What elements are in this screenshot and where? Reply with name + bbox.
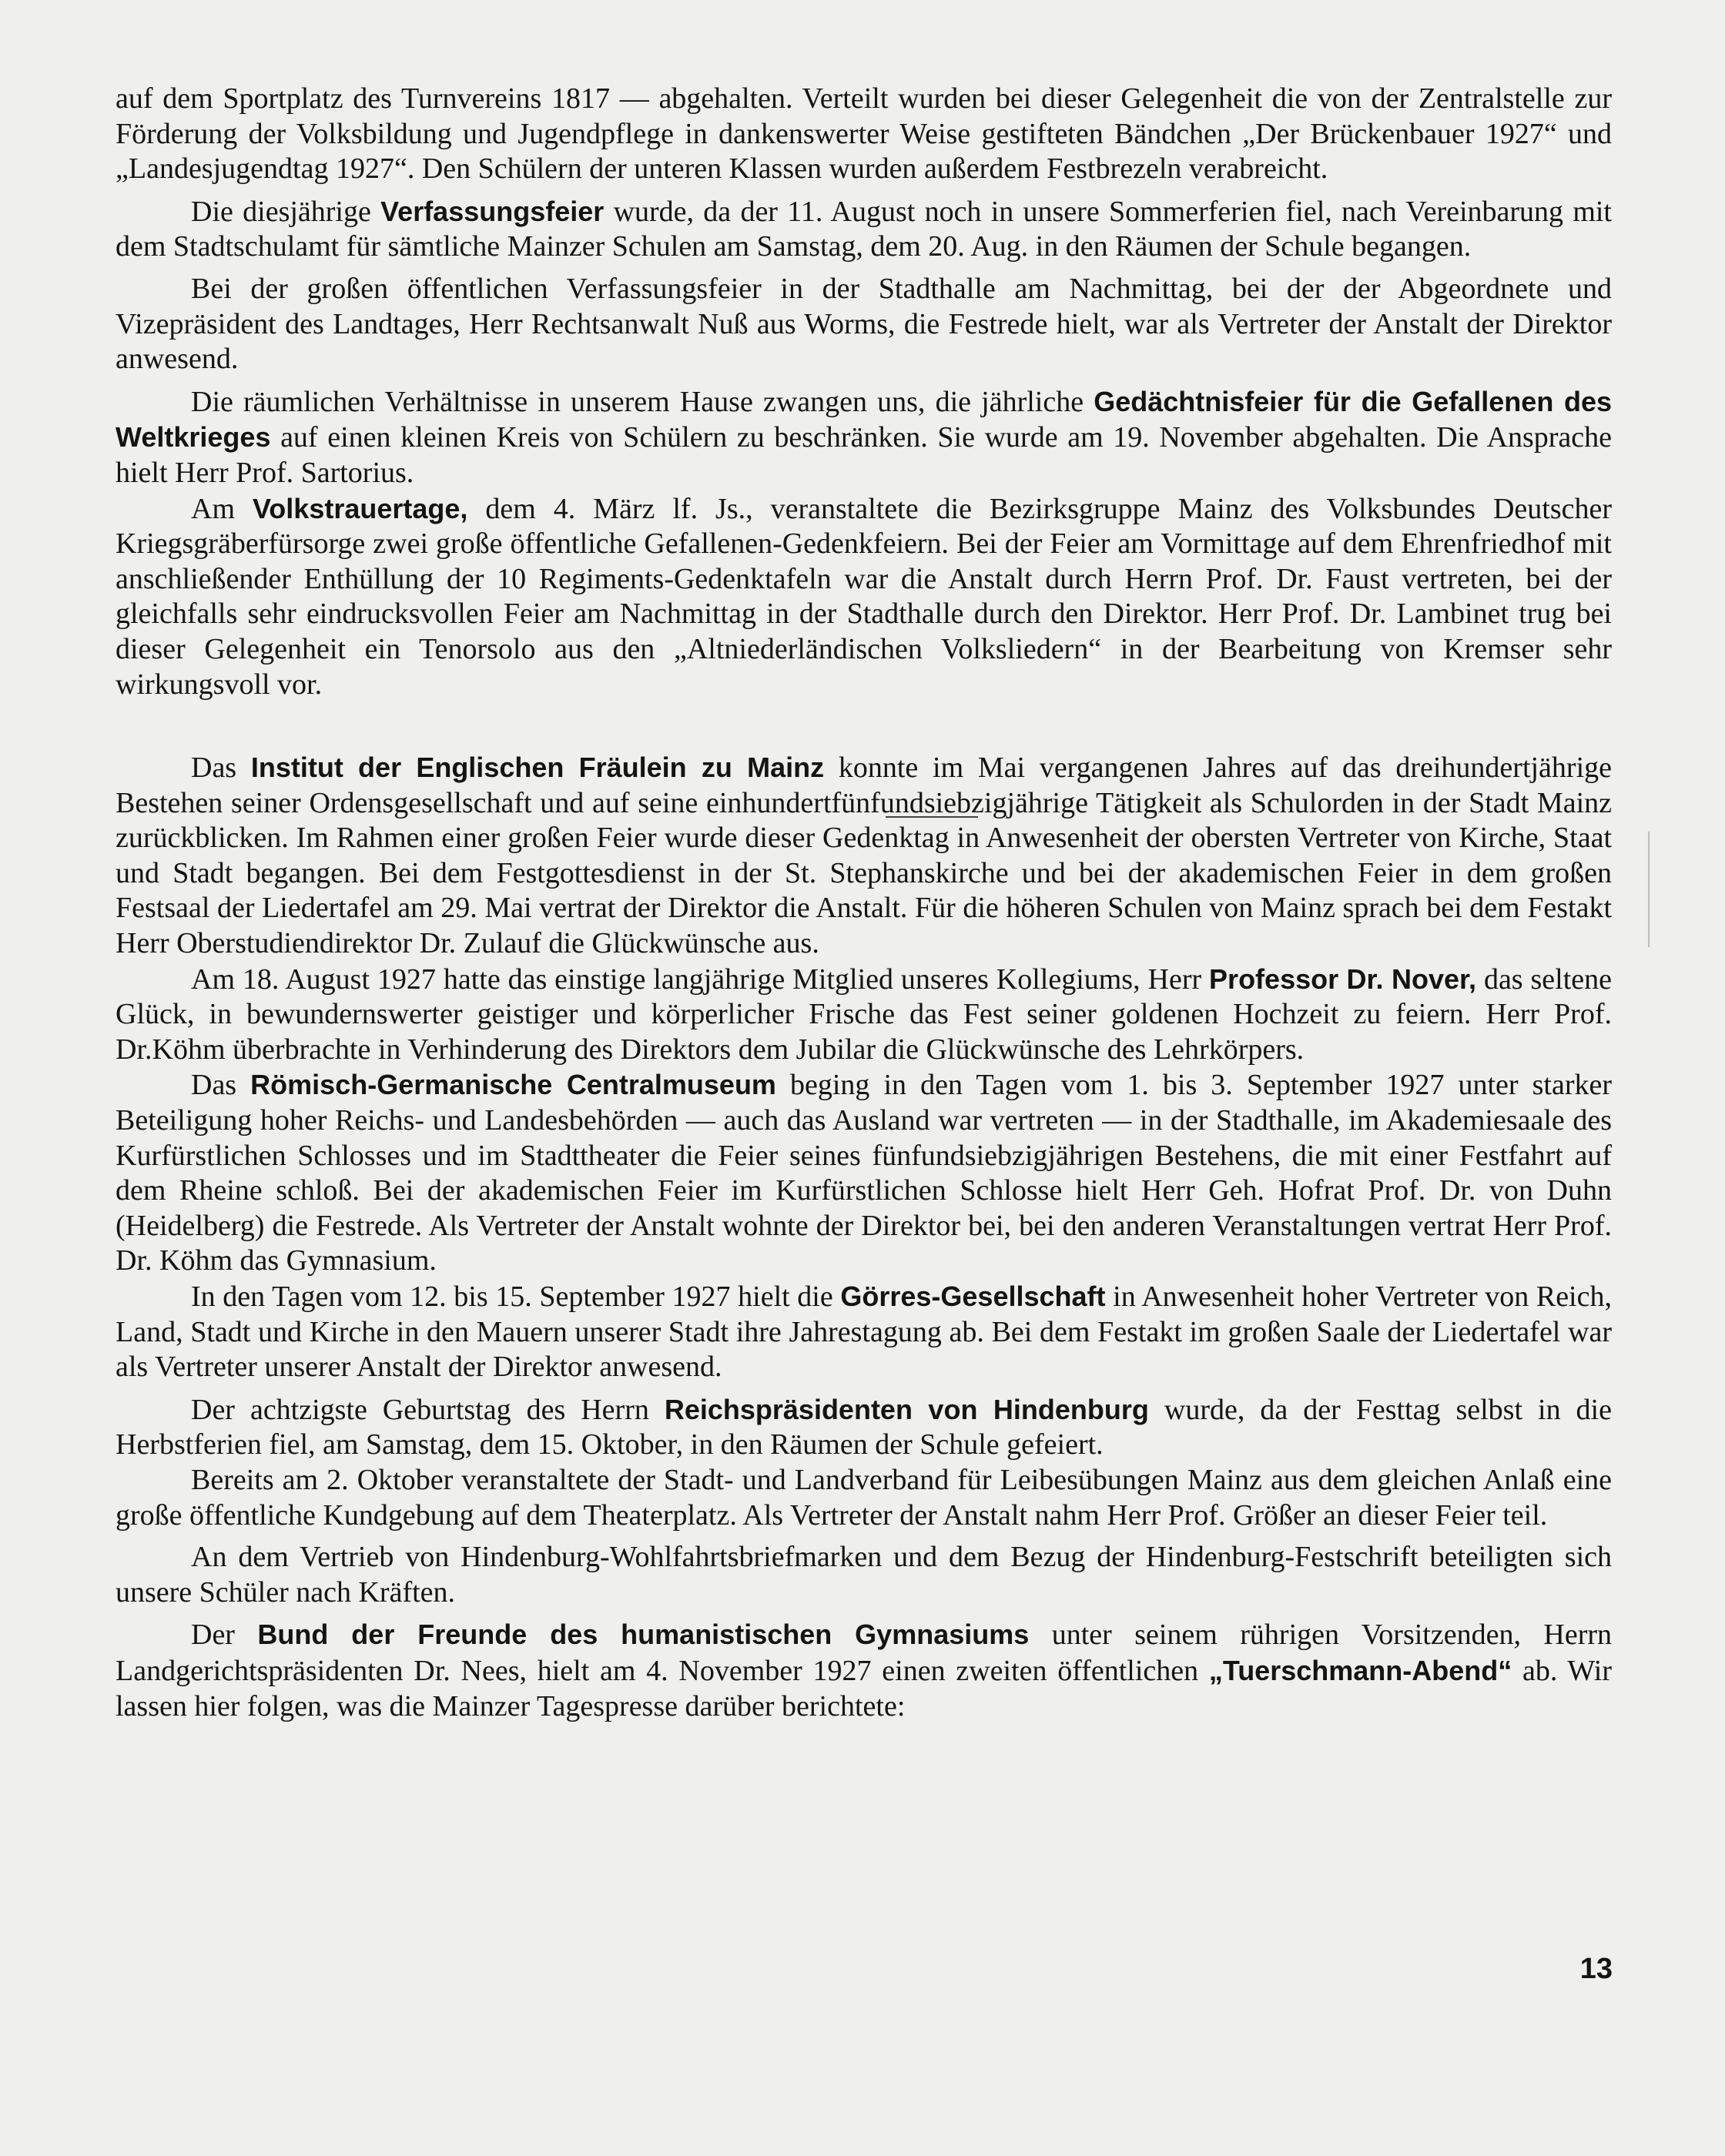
para-9-text-b: in Anwesenheit hoher Vertreter von Reich, Land, Stadt und Kirche in den Mauern unserer Stadt ihre Jahrestagung ab. Bei dem Festakt im großen Saale der Liedertafel war als Vertreter unserer Anstalt der Direktor anwesend. [116,1281,1612,1384]
para-13-bold-b: „Tuerschmann-Abend“ [1208,1654,1512,1686]
paragraph-1 [116,82,1612,187]
para-2-bold: Verfassungsfeier [380,195,605,227]
page-edge-mark [1648,832,1650,947]
para-9-text-a: In den Tagen vom 12. bis 15. September 1927 hielt die [191,1281,841,1313]
para-4-text-a: Die räumlichen Verhältnisse in unserem Hause zwangen uns, die jährliche [191,385,1094,418]
paragraph-11 [116,1463,1612,1533]
para-2-text-a: Die diesjährige [191,195,381,228]
para-9-bold: Görres-Gesellschaft [840,1281,1106,1312]
para-10-text-b: wurde, da der Festtag selbst in die Herbstferien fiel, am Samstag, dem 15. Oktober, in den Räumen der Schule gefeiert. [116,1393,1612,1461]
para-6-text-a: Das [191,752,251,785]
para-8-bold: Römisch-Germanische Centralmuseum [250,1069,776,1101]
para-13-bold-a: Bund der Freunde des humanistischen Gymnasiums [257,1619,1030,1651]
paragraph-12 [116,1540,1612,1610]
section-divider [886,816,978,818]
page-number: 13 [1579,1953,1613,1985]
para-12-text: An dem Vertrieb von Hindenburg-Wohlfahrtsbriefmarken und dem Bezug der Hindenburg-Festschrift beteiligten sich unsere Schüler nach Kräften. [116,1541,1612,1609]
paragraph-6 [116,750,1612,962]
para-5-text-a: Am [191,492,253,525]
para-7-bold: Professor Dr. Nover, [1209,962,1477,995]
paragraph-7 [116,962,1612,1068]
para-5-bold: Volkstrauertage, [252,492,468,524]
paragraph-13 [116,1617,1612,1724]
para-5-text-b: dem 4. März lf. Js., veranstaltete die Bezirksgruppe Mainz des Volksbundes Deutscher Kriegsgräberfürsorge zwei große öffentliche Gefallenen-Gedenkfeiern. Bei der Feier am Vormittage auf dem Ehrenfriedhof mit anschließender Enthüllung der 10 Regiments-Gedenktafeln war die Anstalt durch Herrn Prof. Dr. Faust vertreten, bei der gleichfalls sehr eindrucksvollen Feier am Nachmittag in der Stadthalle durch den Direktor. Herr Prof. Dr. Lambinet trug bei dieser Gelegenheit ein Tenorsolo aus den „Altniederländischen Volksliedern“ in der Bearbeitung von Kremser sehr wirkungsvoll vor. [116,492,1613,701]
paragraph-5 [116,491,1612,703]
paragraph-9 [116,1279,1612,1385]
para-8-text-b: beging in den Tagen vom 1. bis 3. September 1927 unter starker Beteiligung hoher Reichs- und Landesbehörden — auch das Ausland war vertreten — in der Stadthalle, im Akademiesaale des Kurfürstlichen Schlosses und im Stadttheater die Feier seines fünfundsiebzigjährigen Bestehens, die mit einer Festfahrt auf dem Rheine schloß. Bei der akademischen Feier im Kurfürstlichen Schlosse hielt Herr Geh. Hofrat Prof. Dr. von Duhn (Heidelberg) die Festrede. Als Vertreter der Anstalt wohnte der Direktor bei, bei den anderen Veranstaltungen vertrat Herr Prof. Dr. Köhm das Gymnasium. [116,1069,1612,1277]
para-4-text-b: auf einen kleinen Kreis von Schülern zu beschränken. Sie wurde am 19. November abgehalten. Die Ansprache hielt Herr Prof. Sartorius. [116,421,1612,489]
para-13-text-a: Der [191,1619,258,1652]
paragraph-3 [116,272,1612,377]
para-13-text-b: unter seinem rührigen Vorsitzenden, Herrn Landgerichtspräsidenten Dr. Nees, hielt am 4. November 1927 einen zweiten öffentlichen [116,1619,1613,1687]
paragraph-4 [116,384,1612,491]
para-3-text: Bei der großen öffentlichen Verfassungsfeier in der Stadthalle am Nachmittag, bei der der Abgeordnete und Vizepräsident des Landtages, Herr Rechtsanwalt Nuß aus Worms, die Festrede hielt, war als Vertreter der Anstalt der Direktor anwesend. [116,272,1612,376]
para-8-text-a: Das [191,1069,251,1102]
body-text [116,82,1612,1724]
para-1-text: auf dem Sportplatz des Turnvereins 1817 — abgehalten. Verteilt wurden bei dieser Gelegenheit die von der Zentralstelle zur Förderung der Volksbildung und Jugendpflege in dankenswerter Weise gestifteten Bändchen „Der Brückenbauer 1927“ und „Landesjugendtag 1927“. Den Schülern der unteren Klassen wurden außerdem Festbrezeln verabreicht. [116,82,1612,186]
para-2-text-b: wurde, da der 11. August noch in unsere Sommerferien fiel, nach Vereinbarung mit dem Stadtschulamt für sämtliche Mainzer Schulen am Samstag, dem 20. Aug. in den Räumen der Schule begangen. [116,195,1612,263]
para-7-text-b: das seltene Glück, in bewundernswerter geistiger und körperlicher Frische das Fest seiner goldenen Hochzeit zu feiern. Herr Prof. Dr.Köhm überbrachte in Verhinderung des Direktors dem Jubilar die Glückwünsche des Lehrkörpers. [116,962,1613,1066]
paragraph-8 [116,1067,1612,1279]
para-11-text: Bereits am 2. Oktober veranstaltete der Stadt- und Landverband für Leibesübungen Mainz aus dem gleichen Anlaß eine große öffentliche Kundgebung auf dem Theaterplatz. Als Vertreter der Anstalt nahm Herr Prof. Größer an dieser Feier teil. [116,1463,1612,1532]
para-4-bold: Gedächtnisfeier für die Gefallenen des Weltkrieges [116,385,1612,454]
para-10-text-a: Der achtzigste Geburtstag des Herrn [191,1393,665,1426]
para-7-text-a: Am 18. August 1927 hatte das einstige langjährige Mitglied unseres Kollegiums, Herr [191,962,1210,996]
paragraph-2 [116,194,1612,265]
paragraph-10 [116,1392,1612,1463]
para-13-text-c: ab. Wir lassen hier folgen, was die Mainzer Tagespresse darüber berichtete: [116,1654,1612,1722]
para-6-text-b: konnte im Mai vergangenen Jahres auf das dreihundertjährige Bestehen seiner Ordensgesellschaft und auf seine einhundertfünfundsiebzigjährige Tätigkeit als Schulorden in der Stadt Mainz zurückblicken. Im Rahmen einer großen Feier wurde dieser Gedenktag in Anwesenheit der obersten Vertreter von Kirche, Staat und Stadt begangen. Bei dem Festgottesdienst in der St. Stephanskirche und bei der akademischen Feier in dem großen Festsaal der Liedertafel am 29. Mai vertrat der Direktor die Anstalt. Für die höheren Schulen von Mainz sprach bei dem Festakt Herr Oberstudiendirektor Dr. Zulauf die Glückwünsche aus. [116,752,1612,960]
para-10-bold: Reichspräsidenten von Hindenburg [664,1393,1149,1425]
para-6-bold: Institut der Englischen Fräulein zu Mainz [250,752,825,784]
